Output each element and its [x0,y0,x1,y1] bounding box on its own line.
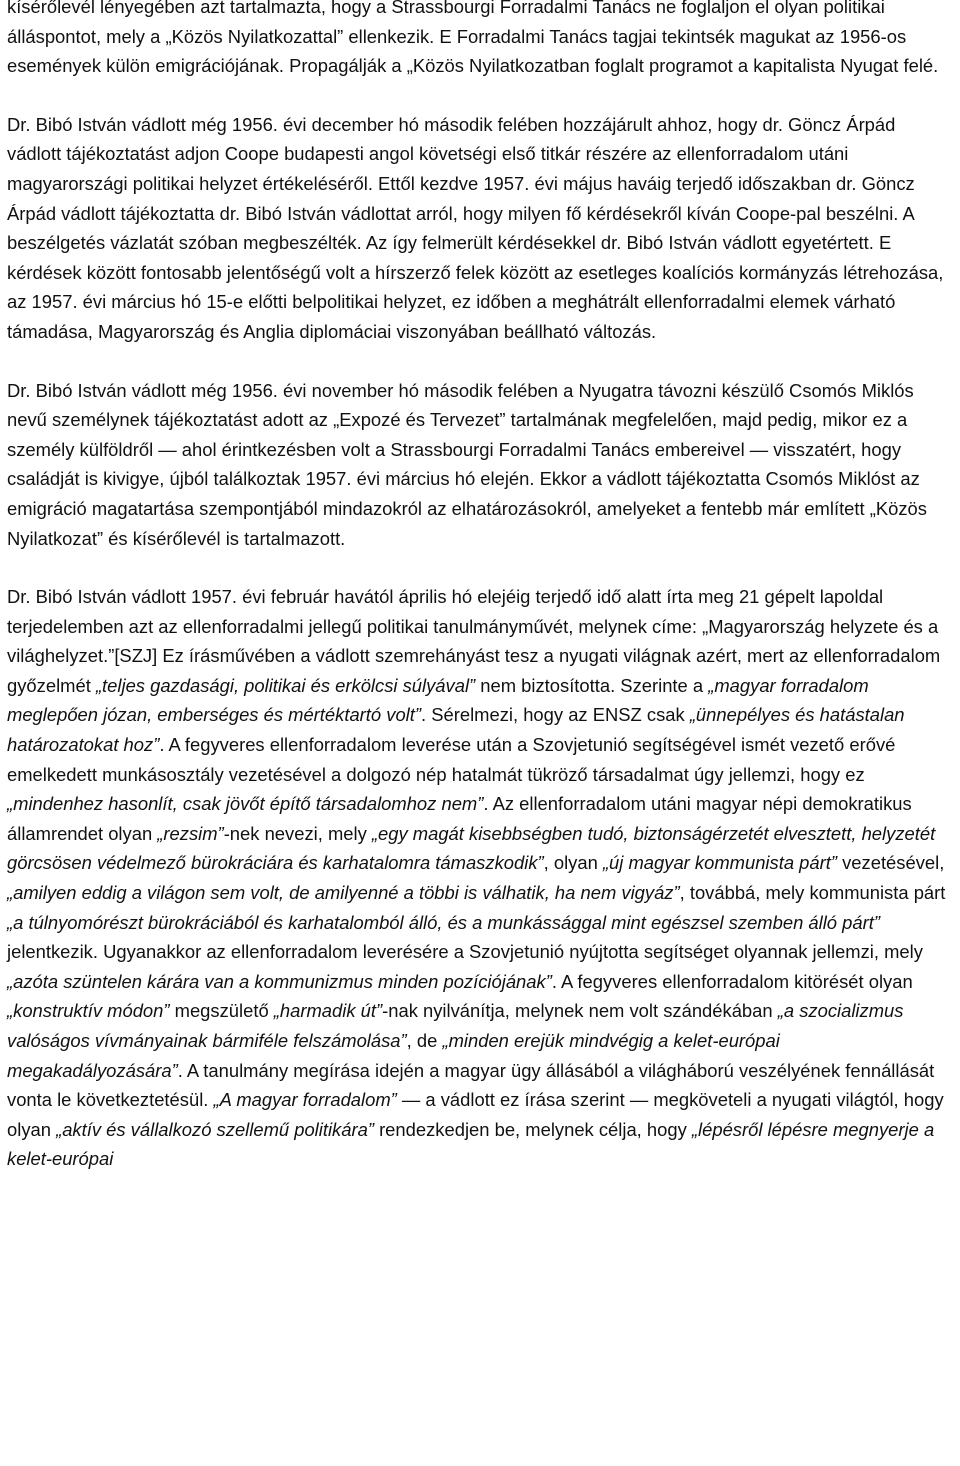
paragraph-3 [7,376,952,554]
paragraph-1 [7,0,952,81]
text-run: , továbbá, mely kommunista párt [679,882,946,904]
italic-quote: „magyar forradalom meglepően józan, emberséges és mértéktartó volt” [7,674,869,726]
italic-quote: „harmadik út” [273,1000,383,1022]
text-run: . Az ellenforradalom utáni magyar népi demokratikus államrendet olyan [7,793,912,844]
text-run: -nak nyilvánítja, melynek nem volt szándékában [382,1000,778,1022]
text-run: nem biztosította. Szerinte a [475,674,709,696]
italic-quote: „A magyar forradalom” [213,1089,397,1111]
italic-quote: „új magyar kommunista párt” [602,852,837,874]
paragraph-gap [7,81,952,110]
italic-quote: „rezsim” [157,822,224,844]
italic-quote: „aktív és vállalkozó szellemű politikára” [56,1118,374,1140]
text-run: rendezkedjen be, melynek célja, hogy [373,1118,692,1140]
text-run: vezetésével, [836,852,945,874]
text-run: kísérőlevél lényegében azt tartalmazta, hogy a Strassbourgi Forradalmi Tanács ne foglaljon el olyan politikai álláspontot, mely a „Közös Nyilatkozattal” ellenkezik. E Forradalmi Tanács tagjai tekintsék magukat az 1956-os események külön emigrációjának. Propagálják a „Közös Nyilatkozatban foglalt programot a kapitalista Nyugat felé. [7,0,939,77]
text-run: . Sérelmezi, hogy az ENSZ csak [421,704,690,726]
paragraph-gap [7,347,952,376]
text-run: -nek nevezi, mely [223,822,372,844]
italic-quote: „minden erejük mindvégig a kelet-európai megakadályozására” [7,1030,780,1081]
text-run: . A fegyveres ellenforradalom leverése után a Szovjetunió segítségével ismét vezető erővé emelkedett munkásosztály vezetésével a dolgozó nép hatalmát tükröző társadalmat úgy jellemzi, hogy ez [7,734,896,785]
text-run: megszülető [169,1000,274,1022]
text-run: jelentkezik. Ugyanakkor az ellenforradalom leverésére a Szovjetunió nyújtotta segítséget olyannak jellemzi, mely [7,941,923,963]
text-run: . A tanulmány megírása idején a magyar ügy állásából a világháború veszélyének fennállását vonta le következtetésül. [7,1059,935,1111]
italic-quote: „egy magát kisebbségben tudó, biztonságérzetét elvesztett, helyzetét görcsösen védelmező bürokráciára és karhatalomra támaszkodik” [7,822,936,874]
italic-quote: „amilyen eddig a világon sem volt, de amilyenné a többi is válhatik, ha nem vigyáz” [7,882,680,904]
paragraph-gap [7,553,952,582]
paragraph-2 [7,110,952,347]
text-run: Dr. Bibó István vádlott még 1956. évi november hó második felében a Nyugatra távozni készülő Csomós Miklós nevű személynek tájékoztatást adott az „Expozé és Tervezet” tartalmának megfelelően, majd pedig, mikor ez a személy külföldről — ahol érintkezésben volt a Strassbourgi Forradalmi Tanács embereivel — visszatért, hogy családját is kivigye, újból találkoztak 1957. évi március hó elején. Ekkor a vádlott tájékoztatta Csomós Miklóst az emigráció magatartása szempontjából mindazokról az elhatározásokról, amelyeket a fentebb már említett „Közös Nyilatkozat” és kísérőlevél is tartalmazott. [7,379,927,549]
italic-quote: „konstruktív módon” [7,1000,170,1022]
italic-quote: „teljes gazdasági, politikai és erkölcsi súlyával” [95,674,476,696]
text-run: , olyan [543,852,603,874]
text-run: , de [406,1030,443,1051]
text-run: — a vádlott ez írása szerint — megköveteli a nyugati világtól, hogy olyan [7,1089,944,1140]
italic-quote: „ünnepélyes és hatástalan határozatokat hoz” [7,704,905,756]
text-run: . A fegyveres ellenforradalom kitörését olyan [551,970,913,992]
italic-quote: „a túlnyomórészt bürokráciából és karhatalomból álló, és a munkássággal mint egészsel szemben álló párt” [7,911,880,933]
italic-quote: „mindenhez hasonlít, csak jövőt építő társadalomhoz nem” [7,793,484,815]
text-run: Dr. Bibó István vádlott 1957. évi február havától április hó elejéig terjedő idő alatt írta meg 21 gépelt lapoldal terjedelemben azt az ellenforradalmi jellegű politikai tanulmányművét, melynek címe: „Magyarország helyzete és a világhelyzet.”[SZJ] Ez írásművében a vádlott szemrehányást tesz a nyugati világnak azért, mert az ellenforradalom győzelmét [7,586,941,696]
italic-quote: „lépésről lépésre megnyerje a kelet-európai [7,1118,935,1170]
text-run: Dr. Bibó István vádlott még 1956. évi december hó második felében hozzájárult ahhoz, hogy dr. Göncz Árpád vádlott tájékoztatást adjon Coope budapesti angol követségi első titkár részére az ellenforradalom utáni magyarországi politikai helyzet értékeléséről. Ettől kezdve 1957. évi május haváig terjedő időszakban dr. Göncz Árpád vádlott tájékoztatta dr. Bibó István vádlottat arról, hogy milyen fő kérdésekről kíván Coope-pal beszélni. A beszélgetés vázlatát szóban megbeszélték. Az így felmerült kérdésekkel dr. Bibó István vádlott egyetértett. E kérdések között fontosabb jelentőségű volt a hírszerző felek között az esetleges koalíciós kormányzás létrehozása, az 1957. évi március hó 15-e előtti belpolitikai helyzet, ez időben a meghátrált ellenforradalmi elemek várható támadása, Magyarország és Anglia diplomáciai viszonyában beállható változás. [7,113,944,342]
italic-quote: „a szocializmus valóságos vívmányainak bármiféle felszámolása” [7,1000,904,1051]
paragraph-4 [7,582,952,1174]
italic-quote: „azóta szüntelen kárára van a kommunizmus minden pozíciójának” [7,970,552,992]
